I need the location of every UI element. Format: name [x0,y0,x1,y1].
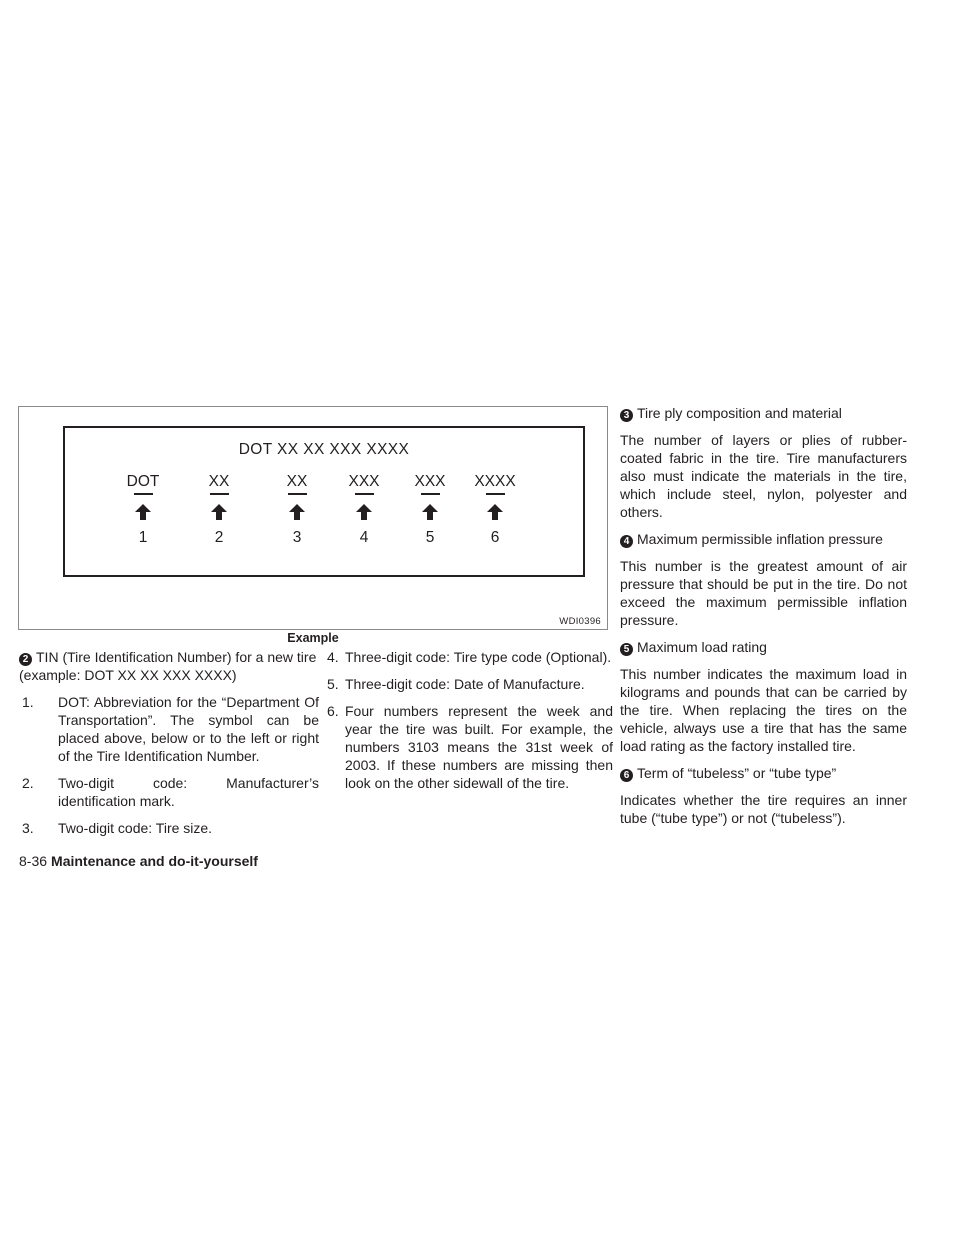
section-6-heading-text: Term of “tubeless” or “tube type” [637,765,837,781]
section-4-body: This number is the greatest amount of air pressure that should be put in the tire. Do not exceed the maximum permissible inflation pressure. [620,558,907,628]
section-4-heading [620,530,907,548]
list-item [327,648,613,666]
code-label: XXXX [474,473,516,490]
section-6-body: Indicates whether the tire requires an inner tube (“tube type”) or not (“tubeless”). [620,792,907,826]
up-arrow-icon [356,504,372,520]
list-item [327,702,613,792]
middle-column [327,648,613,801]
code-column-6 [459,472,531,547]
code-number: 4 [359,529,369,546]
section-2-heading-text: TIN (Tire Identification Number) for a new tire (example: DOT XX XX XXX XXXX) [19,649,317,683]
up-arrow-icon [135,504,151,520]
code-column-3 [261,472,333,547]
code-column-1 [107,472,179,547]
code-label: XX [208,473,230,490]
section-5-heading [620,638,907,656]
underline-bar [210,493,229,495]
code-column-2 [183,472,255,547]
section-5-body: This number indicates the maximum load in kilograms and pounds that can be carried by the tire. When replacing the tires on the vehicle, always use a tire that has the same load rating as the factory installed tire. [620,666,907,754]
section-3-heading [620,404,907,422]
code-number: 5 [425,529,435,546]
list-text: Three-digit code: Tire type code (Optional). [345,649,612,665]
list-number: 3. [22,820,34,836]
code-label: DOT [126,473,160,490]
list-text: Four numbers represent the week and year the tire was built. For example, the numbers 3103 means the 31st week of 2003. If these numbers are missing then look on the other sidewall of the tire. [345,703,613,791]
underline-bar [134,493,153,495]
up-arrow-icon [487,504,503,520]
left-column [19,648,319,846]
circled-number-5-icon: 5 [620,643,633,656]
figure-id: WDI0396 [559,616,601,627]
code-number: 6 [490,529,500,546]
code-column-5 [394,472,466,547]
list-item [19,774,319,810]
figure-caption: Example [287,631,339,645]
section-3-heading-text: Tire ply composition and material [637,405,842,421]
list-number: 2. [22,775,34,791]
list-number: 5. [327,676,339,692]
section-6-heading [620,764,907,782]
page-number: 8-36 [19,853,48,869]
tin-diagram-box [63,426,585,577]
code-label: XXX [348,473,380,490]
up-arrow-icon [422,504,438,520]
section-4-heading-text: Maximum permissible inflation pressure [637,531,883,547]
circled-number-4-icon: 4 [620,535,633,548]
list-item [19,819,319,837]
code-label: XX [286,473,308,490]
section-3-body: The number of layers or plies of rubber-coated fabric in the tire. Tire manufacturers also must indicate the materials in the tire, which include steel, nylon, polyester and others. [620,432,907,520]
list-number: 4. [327,649,339,665]
list-text: DOT: Abbreviation for the “Department Of Transportation”. The symbol can be placed above, below or to the left or right of the Tire Identification Number. [58,694,319,764]
code-label: XXX [414,473,446,490]
code-number: 1 [138,529,148,546]
list-text: Two-digit code: Manufacturer’s identification mark. [58,775,319,809]
circled-number-2-icon: 2 [19,653,32,666]
list-number: 6. [327,703,339,719]
up-arrow-icon [211,504,227,520]
underline-bar [288,493,307,495]
code-column-4 [328,472,400,547]
list-number: 1. [22,694,34,710]
list-item [327,675,613,693]
list-item [19,693,319,765]
code-number: 3 [292,529,302,546]
up-arrow-icon [289,504,305,520]
right-column [620,404,907,836]
section-name: Maintenance and do-it-yourself [51,853,258,869]
page-footer [19,853,258,869]
section-2-heading [19,648,319,684]
circled-number-6-icon: 6 [620,769,633,782]
underline-bar [355,493,374,495]
tin-example-figure [18,406,608,630]
code-number: 2 [214,529,224,546]
list-text: Three-digit code: Date of Manufacture. [345,676,585,692]
underline-bar [486,493,505,495]
tin-format-title: DOT XX XX XXX XXXX [238,441,410,458]
circled-number-3-icon: 3 [620,409,633,422]
list-text: Two-digit code: Tire size. [58,820,213,836]
underline-bar [421,493,440,495]
section-5-heading-text: Maximum load rating [637,639,767,655]
